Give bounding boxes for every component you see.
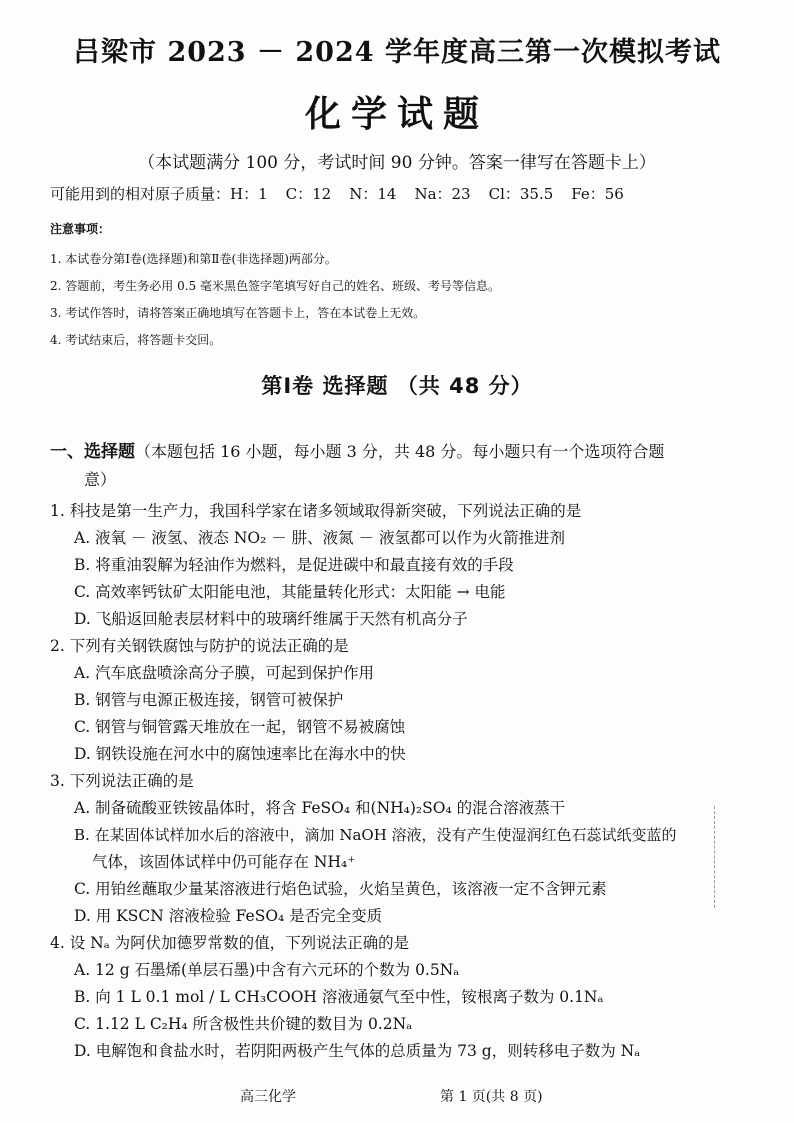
question-3-option-d: D. 用 KSCN 溶液检验 FeSO₄ 是否完全变质 [74, 907, 383, 925]
question-1-stem: 1. 科技是第一生产力，我国科学家在诸多领域取得新突破，下列说法正确的是 [50, 502, 582, 520]
mass-h: H：1 [230, 185, 268, 203]
mass-c: C：12 [285, 185, 332, 203]
question-2-option-d: D. 钢铁设施在河水中的腐蚀速率比在海水中的快 [74, 745, 406, 763]
notice-item: 3. 考试作答时，请将答案正确地填写在答题卡上，答在本试卷上无效。 [50, 306, 426, 320]
subject-title: 化学试题 [304, 93, 489, 135]
question-3-option-b: B. 在某固体试样加水后的溶液中，滴加 NaOH 溶液，没有产生使湿润红色石蕊试纸变蓝的 [74, 826, 677, 844]
exam-note: （本试题满分 100 分，考试时间 90 分钟。答案一律写在答题卡上） [138, 153, 656, 173]
atomic-masses [50, 183, 624, 204]
question-2-stem: 2. 下列有关钢铁腐蚀与防护的说法正确的是 [50, 637, 349, 655]
part-one-intro [50, 438, 768, 494]
question-4-option-c: C. 1.12 L C₂H₄ 所含极性共价键的数目为 0.2Nₐ [74, 1015, 413, 1033]
part-one-lead: 一、选择题 [50, 442, 135, 462]
question-2-option-b: B. 钢管与电源正极连接，钢管可被保护 [74, 691, 344, 709]
mass-fe: Fe：56 [571, 185, 624, 203]
part-one-desc: （本题包括 16 小题，每小题 3 分，共 48 分。每小题只有一个选项符合题 [135, 442, 665, 461]
part-one-desc-cont: 意） [84, 470, 117, 489]
mass-n: N：14 [349, 185, 397, 203]
question-3-stem: 3. 下列说法正确的是 [50, 772, 194, 790]
exam-title: 吕梁市 2023 － 2024 学年度高三第一次模拟考试 [73, 37, 721, 68]
question-4-option-b: B. 向 1 L 0.1 mol / L CH₃COOH 溶液通氨气至中性，铵根离子数为 0.1Nₐ [74, 988, 604, 1006]
question-1-option-a: A. 液氧 － 液氢、液态 NO₂ － 肼、液氮 － 液氢都可以作为火箭推进剂 [74, 529, 566, 547]
question-list [50, 498, 770, 1065]
question-3-option-b-cont: 气体，该固体试样中仍可能存在 NH₄⁺ [92, 853, 356, 871]
notice-item: 2. 答题前，考生务必用 0.5 毫米黑色签字笔填写好自己的姓名、班级、考号等信息。 [50, 279, 500, 293]
question-4-option-a: A. 12 g 石墨烯(单层石墨)中含有六元环的个数为 0.5Nₐ [74, 961, 460, 979]
question-4-stem: 4. 设 Nₐ 为阿伏加德罗常数的值，下列说法正确的是 [50, 934, 410, 952]
notice-item: 4. 考试结束后，将答题卡交回。 [50, 333, 222, 347]
notice-list [50, 246, 750, 354]
notice-item: 1. 本试卷分第Ⅰ卷(选择题)和第Ⅱ卷(非选择题)两部分。 [50, 252, 337, 266]
question-3-option-a: A. 制备硫酸亚铁铵晶体时，将含 FeSO₄ 和(NH₄)₂SO₄ 的混合溶液蒸干 [74, 799, 566, 817]
question-1-option-d: D. 飞船返回舱表层材料中的玻璃纤维属于天然有机高分子 [74, 610, 468, 628]
question-2-option-c: C. 钢管与铜管露天堆放在一起，钢管不易被腐蚀 [74, 718, 406, 736]
atomic-masses-label: 可能用到的相对原子质量： [50, 185, 231, 203]
question-4-option-d: D. 电解饱和食盐水时，若阴阳两极产生气体的总质量为 73 g，则转移电子数为 Nₐ [74, 1042, 641, 1060]
scan-mark-divider [710, 806, 715, 908]
question-2-option-a: A. 汽车底盘喷涂高分子膜，可起到保护作用 [74, 664, 375, 682]
notice-heading: 注意事项： [50, 222, 111, 236]
question-1-option-c: C. 高效率钙钛矿太阳能电池，其能量转化形式：太阳能 → 电能 [74, 583, 506, 601]
question-1-option-b: B. 将重油裂解为轻油作为燃料，是促进碳中和最直接有效的手段 [74, 556, 514, 574]
footer-page-number: 第 1 页(共 8 页) [440, 1089, 543, 1105]
section-title: 第Ⅰ卷 选择题 （共 48 分） [261, 374, 533, 398]
mass-cl: Cl：35.5 [488, 185, 554, 203]
question-3-option-c: C. 用铂丝蘸取少量某溶液进行焰色试验，火焰呈黄色，该溶液一定不含钾元素 [74, 880, 607, 898]
mass-na: Na：23 [414, 185, 471, 203]
footer-subject: 高三化学 [240, 1089, 296, 1105]
